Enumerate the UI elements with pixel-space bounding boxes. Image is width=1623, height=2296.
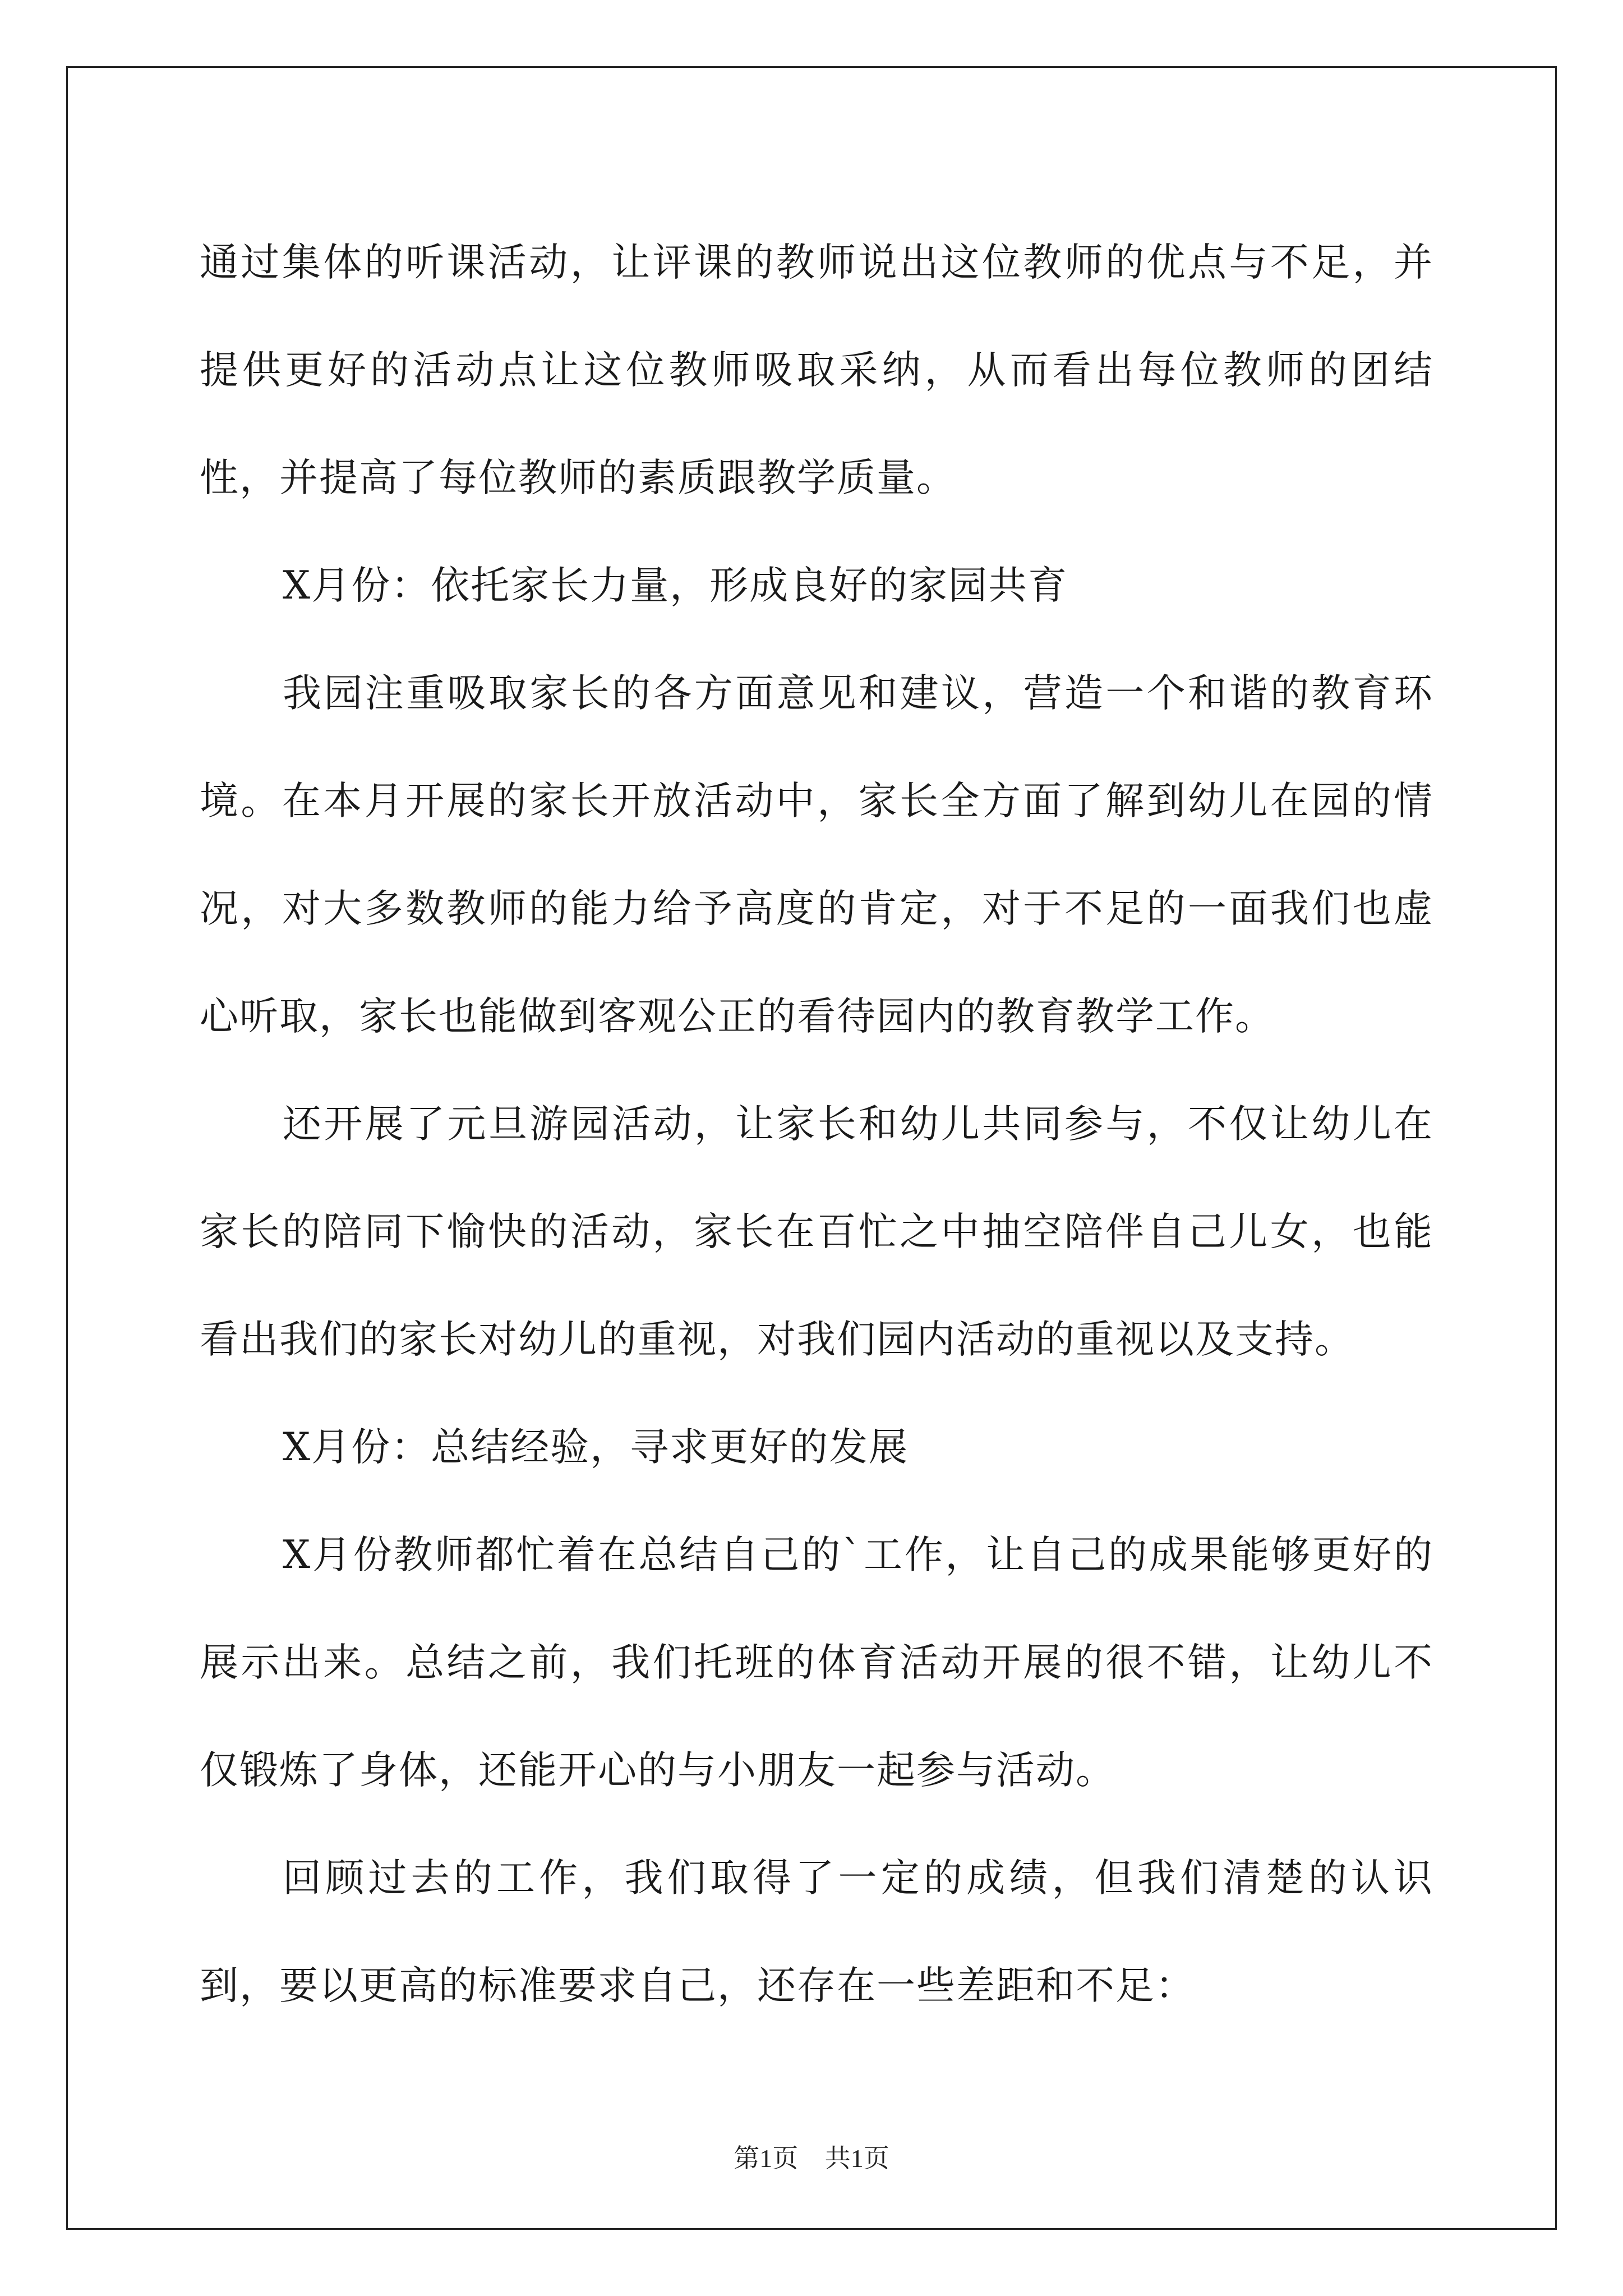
document-body — [200, 209, 1433, 2040]
paragraph-parent-opinions: 我园注重吸取家长的各方面意见和建议，营造一个和谐的教育环境。在本月开展的家长开放活动中，家长全方面了解到幼儿在园的情况，对大多数教师的能力给予高度的肯定，对于不足的一面我们也虚心听取，家长也能做到客观公正的看待园内的教育教学工作。 — [200, 671, 1433, 1039]
page-number-current: 第1页 — [734, 2144, 799, 2173]
paragraph-1: 通过集体的听课活动，让评课的教师说出这位教师的优点与不足，并提供更好的活动点让这位教师吸取采纳，从而看出每位教师的团结性，并提高了每位教师的素质跟教学质量。 — [200, 240, 1433, 500]
page-number-total: 共1页 — [824, 2144, 889, 2173]
paragraph-review: 回顾过去的工作，我们取得了一定的成绩，但我们清楚的认识到，要以更高的标准要求自己，还存在一些差距和不足： — [200, 1856, 1433, 2008]
paragraph-teacher-summary: X月份教师都忙着在总结自己的`工作，让自己的成果能够更好的展示出来。总结之前，我们托班的体育活动开展的很不错，让幼儿不仅锻炼了身体，还能开心的与小朋友一起参与活动。 — [200, 1533, 1433, 1793]
section-heading-summary: X月份：总结经验，寻求更好的发展 — [283, 1425, 909, 1470]
section-heading-parent-cooperation: X月份：依托家长力量，形成良好的家园共育 — [283, 563, 1068, 608]
paragraph-new-year-event: 还开展了元旦游园活动，让家长和幼儿共同参与，不仅让幼儿在家长的陪同下愉快的活动，家长在百忙之中抽空陪伴自己儿女，也能看出我们的家长对幼儿的重视，对我们园内活动的重视以及支持。 — [200, 1102, 1433, 1362]
page-footer — [0, 2142, 1623, 2175]
